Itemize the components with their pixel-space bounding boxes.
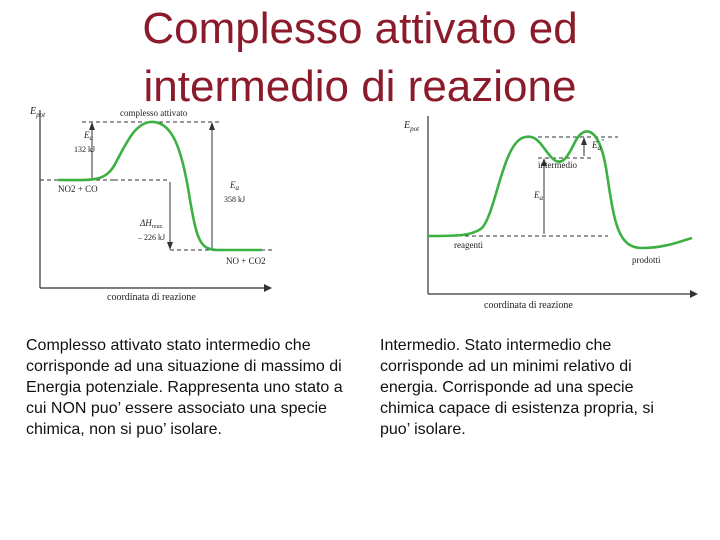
page-title bbox=[0, 0, 720, 116]
intermediate-label: intermedio bbox=[538, 160, 577, 170]
ea-reverse-value: 358 kJ bbox=[224, 195, 246, 204]
delta-h-value: – 226 kJ bbox=[138, 233, 166, 242]
peak-label: complesso attivato bbox=[120, 108, 188, 118]
x-axis-arrow bbox=[264, 284, 272, 292]
ea-arrow-head bbox=[89, 122, 95, 130]
intermediate-caption: Intermedio. Stato intermedio che corrisponde ad un minimi relativo di energia. Corrisponde ad una specie chimica capace di esistenza propria, si puo’ isolare. bbox=[380, 337, 654, 438]
intermediate-diagram bbox=[392, 108, 702, 313]
delta-h-label: $\Delta H_{reaz.}$ bbox=[140, 218, 164, 230]
x-axis-label: coordinata di reazione bbox=[484, 300, 573, 311]
title-line-1: Complesso attivato ed bbox=[142, 4, 578, 53]
activated-complex-diagram bbox=[22, 100, 322, 310]
ea-double-prime-arrow-head bbox=[581, 137, 587, 145]
x-axis-arrow bbox=[690, 290, 698, 298]
ea-reverse-arrow-head bbox=[209, 122, 215, 130]
ea-double-prime-label: $E_a^"$ bbox=[592, 138, 604, 152]
ea-prime-label: $E_a'$ bbox=[534, 188, 545, 202]
activated-complex-caption: Complesso attivato stato intermedio che corrisponde ad una situazione di massimo di Energia potenziale. Rappresenta uno stato a cui NON puo’ essere associato una specie chimica, non si puo’ isolare. bbox=[26, 337, 343, 438]
products-label: NO + CO2 bbox=[226, 256, 266, 266]
ea-reverse-label: $E_a$ bbox=[230, 180, 239, 192]
delta-h-arrow-head bbox=[167, 242, 173, 250]
reactants-label: NO2 + CO bbox=[58, 184, 98, 194]
ea-label: $E_a$ bbox=[84, 130, 93, 142]
x-axis-label: coordinata di reazione bbox=[107, 292, 196, 303]
y-axis-label: $E_{pot}$ bbox=[30, 106, 46, 119]
products-label: prodotti bbox=[632, 255, 661, 265]
title-line-2: intermedio di reazione bbox=[143, 62, 577, 111]
intermediate-svg bbox=[392, 108, 702, 313]
activated-complex-svg bbox=[22, 100, 322, 310]
energy-curve bbox=[428, 131, 692, 248]
reactants-label: reagenti bbox=[454, 240, 483, 250]
ea-value: 132 kJ bbox=[74, 145, 96, 154]
y-axis-label: $E_{pot}$ bbox=[404, 120, 420, 133]
